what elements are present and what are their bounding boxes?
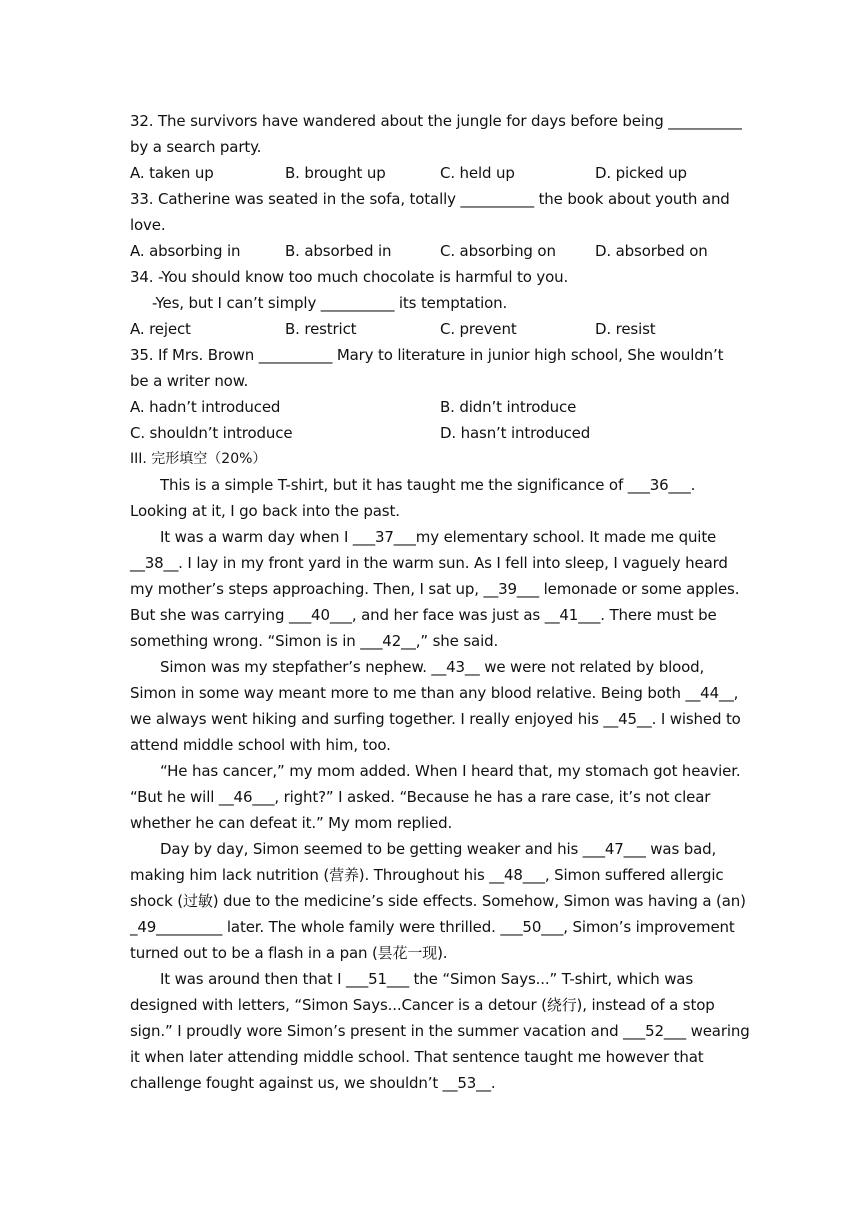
options-row <box>130 316 750 342</box>
option-c: C. prevent <box>440 320 517 338</box>
question-stem-continued: be a writer now. <box>130 372 249 390</box>
passage-paragraph: It was around then that I ___51___ the “Simon Says...” T-shirt, which was designed with letters, “Simon Says...Cancer is a detour (绕行), instead of a stop sign.” I proudly wore Simon’s present in the summer vacation and ___52___ wearing it when later attending middle school. That sentence taught me however that challenge fought against us, we shouldn’t __53__. <box>130 970 750 1092</box>
question-stem-continued: -Yes, but I can’t simply __________ its temptation. <box>152 294 508 312</box>
question-stem-continued: by a search party. <box>130 138 262 156</box>
exam-content <box>130 108 750 1096</box>
options-row <box>130 394 750 420</box>
option-c: C. absorbing on <box>440 242 556 260</box>
option-a: A. absorbing in <box>130 242 241 260</box>
question-34 <box>130 264 750 342</box>
question-33 <box>130 186 750 264</box>
passage-paragraph: “He has cancer,” my mom added. When I heard that, my stomach got heavier. “But he will __46___, right?” I asked. “Because he has a rare case, it’s not clear whether he can defeat it.” My mom replied. <box>130 762 741 832</box>
option-d: D. picked up <box>595 164 687 182</box>
question-stem: 35. If Mrs. Brown __________ Mary to literature in junior high school, She wouldn’t <box>130 346 724 364</box>
passage-paragraph: Simon was my stepfather’s nephew. __43__ we were not related by blood, Simon in some way meant more to me than any blood relative. Being both __44__, we always went hiking and surfing together. I really enjoyed his __45__. I wished to attend middle school with him, too. <box>130 658 741 754</box>
question-35 <box>130 342 750 446</box>
options-row <box>130 420 750 446</box>
question-stem: 33. Catherine was seated in the sofa, totally __________ the book about youth and <box>130 190 730 208</box>
passage-paragraph: This is a simple T-shirt, but it has taught me the significance of ___36___. Looking at it, I go back into the past. <box>130 476 696 520</box>
passage-paragraph: It was a warm day when I ___37___my elementary school. It made me quite __38__. I lay in my front yard in the warm sun. As I fell into sleep, I vaguely heard my mother’s steps approaching. Then, I sat up, __39___ lemonade or some apples. But she was carrying ___40___, and her face was just as __41___. There must be something wrong. “Simon is in ___42__,” she said. <box>130 528 740 650</box>
option-c: C. held up <box>440 164 515 182</box>
option-d: D. hasn’t introduced <box>440 424 591 442</box>
question-stem: 34. -You should know too much chocolate is harmful to you. <box>130 268 569 286</box>
option-a: A. reject <box>130 320 191 338</box>
options-row <box>130 238 750 264</box>
question-stem: 32. The survivors have wandered about the jungle for days before being __________ <box>130 112 742 130</box>
option-b: B. brought up <box>285 164 386 182</box>
question-32 <box>130 108 750 186</box>
option-a: A. taken up <box>130 164 214 182</box>
option-a: A. hadn’t introduced <box>130 398 281 416</box>
question-stem-continued: love. <box>130 216 166 234</box>
options-row <box>130 160 750 186</box>
option-d: D. absorbed on <box>595 242 708 260</box>
passage-paragraph: Day by day, Simon seemed to be getting weaker and his ___47___ was bad, making him lack nutrition (营养). Throughout his __48___, Simon suffered allergic shock (过敏) due to the medicine’s side effects. Somehow, Simon was having a (an) _49_________ later. The whole family were thrilled. ___50___, Simon’s improvement turned out to be a flash in a pan (昙花一现). <box>130 840 746 962</box>
option-d: D. resist <box>595 320 656 338</box>
cloze-passage <box>130 472 750 1096</box>
section-title: III. 完形填空（20%） <box>130 451 267 467</box>
option-b: B. didn’t introduce <box>440 398 577 416</box>
option-b: B. absorbed in <box>285 242 392 260</box>
option-c: C. shouldn’t introduce <box>130 424 293 442</box>
option-b: B. restrict <box>285 320 357 338</box>
